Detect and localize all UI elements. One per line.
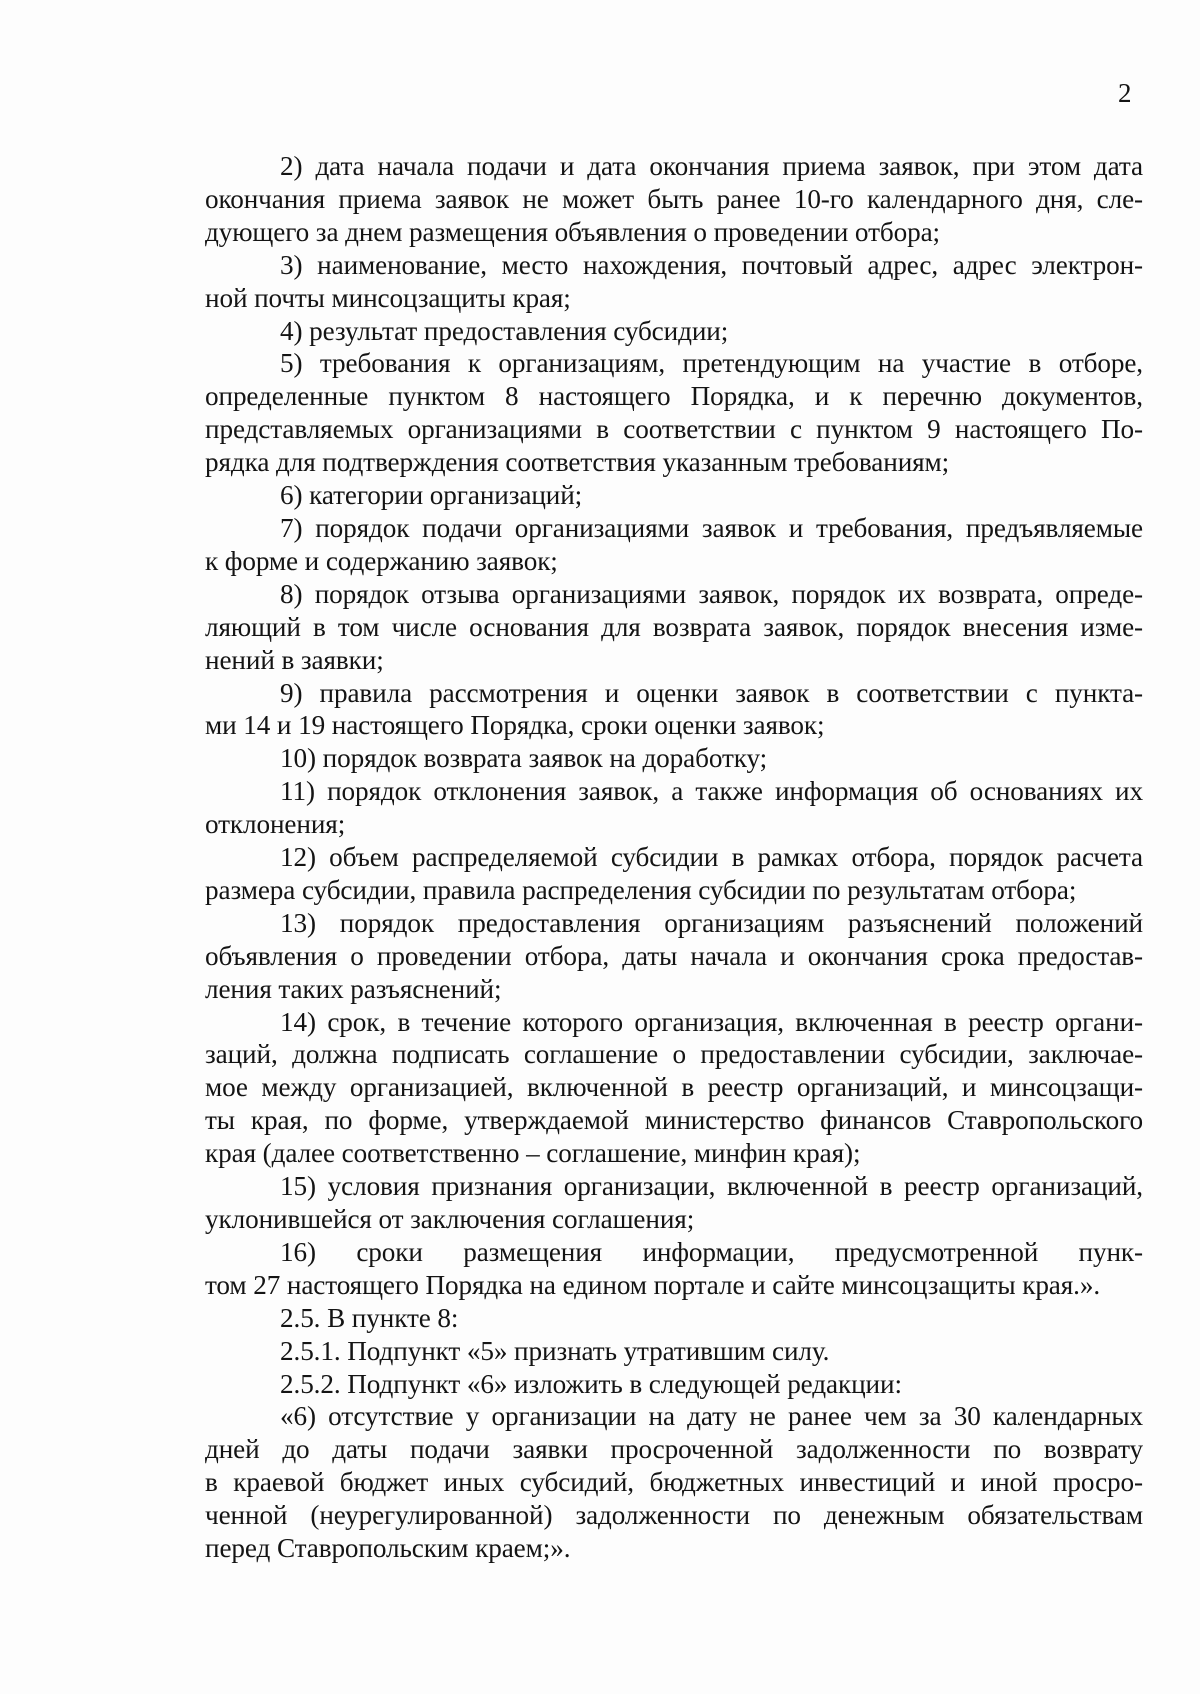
paragraph-p5 [205,347,1143,479]
text-line: «6) отсутствие у организации на дату не ранее чем за 30 календарных [280,1401,1143,1432]
text-line: 6) категории организаций; [280,480,583,511]
text-line: объявления о проведении отбора, даты начала и окончания срока предостав- [205,940,1143,971]
text-line: ты края, по форме, утверждаемой министерство финансов Ставропольского [205,1105,1143,1136]
text-line: 2) дата начала подачи и дата окончания приема заявок, при этом дата [280,151,1143,181]
paragraph-p9 [205,677,1143,743]
paragraph-p6-new [205,1400,1143,1565]
paragraph-p8 [205,578,1143,677]
text-line: уклонившейся от заключения соглашения; [205,1204,695,1234]
paragraph-p3 [205,249,1143,315]
text-line: 13) порядок предоставления организациям разъяснений положений [280,907,1143,938]
text-line: ления таких разъяснений; [205,973,502,1004]
text-line: 14) срок, в течение которого организация, включенная в реестр органи- [280,1006,1143,1037]
text-line: 10) порядок возврата заявок на доработку; [280,743,768,774]
text-line: дующего за днем размещения объявления о проведении отбора; [205,216,940,247]
text-line: ной почты минсоцзащиты края; [205,282,571,313]
text-line: 15) условия признания организации, включенной в реестр организаций, [280,1171,1143,1202]
paragraph-p13 [205,907,1143,1006]
text-line: 2.5.2. Подпункт «6» изложить в следующей редакции: [280,1368,902,1399]
paragraph-p15 [205,1170,1143,1236]
paragraph-p16 [205,1236,1143,1302]
text-line: 8) порядок отзыва организациями заявок, порядок их возврата, опреде- [280,578,1143,609]
text-line: в краевой бюджет иных субсидий, бюджетных инвестиций и иной просро- [205,1467,1143,1498]
text-line: 5) требования к организациям, претендующим на участие в отборе, [280,348,1143,379]
text-line: размера субсидии, правила распределения субсидии по результатам отбора; [205,874,1077,905]
text-line: отклонения; [205,809,346,840]
text-line: 4) результат предоставления субсидии; [280,315,729,346]
paragraph-p2 [205,150,1143,249]
text-line: рядка для подтверждения соответствия указанным требованиям; [205,447,950,478]
text-line: к форме и содержанию заявок; [205,545,558,576]
text-line: ченной (неурегулированной) задолженности по денежным обязательствам [205,1500,1143,1531]
paragraph-p10 [205,742,1143,775]
paragraph-p4 [205,315,1143,348]
document-body [205,150,1143,1565]
text-line: нений в заявки; [205,644,384,675]
paragraph-p11 [205,775,1143,841]
text-line: дней до даты подачи заявки просроченной задолженности по возврату [205,1434,1143,1465]
text-line: 3) наименование, место нахождения, почтовый адрес, адрес электрон- [280,249,1143,280]
paragraph-p6 [205,479,1143,512]
text-line: перед Ставропольским краем;». [205,1533,571,1564]
text-line: 11) порядок отклонения заявок, а также информация об основаниях их [280,776,1143,807]
text-line: ми 14 и 19 настоящего Порядка, сроки оценки заявок; [205,710,825,741]
text-line: 9) правила рассмотрения и оценки заявок в соответствии с пункта- [280,677,1143,708]
text-line: 2.5. В пункте 8: [280,1302,459,1333]
paragraph-p2-5 [205,1302,1143,1335]
text-line: мое между организацией, включенной в реестр организаций, и минсоцзащи- [205,1072,1143,1103]
text-line: 7) порядок подачи организациями заявок и требования, предъявляемые [280,512,1143,543]
page-number: 2 [1118,78,1132,108]
text-line: 12) объем распределяемой субсидии в рамках отбора, порядок расчета [280,842,1143,873]
text-line: 16) сроки размещения информации, предусмотренной пунк- [280,1236,1143,1267]
text-line: края (далее соответственно – соглашение, минфин края); [205,1138,861,1169]
text-line: представляемых организациями в соответствии с пунктом 9 настоящего По- [205,414,1143,445]
text-line: окончания приема заявок не может быть ранее 10-го календарного дня, сле- [205,183,1143,214]
paragraph-p2-5-2 [205,1368,1143,1401]
paragraph-p2-5-1 [205,1335,1143,1368]
text-line: 2.5.1. Подпункт «5» признать утратившим силу. [280,1335,830,1366]
paragraph-p7 [205,512,1143,578]
text-line: заций, должна подписать соглашение о предоставлении субсидии, заключае- [205,1039,1143,1070]
paragraph-p14 [205,1006,1143,1171]
text-line: том 27 настоящего Порядка на едином портале и сайте минсоцзащиты края.». [205,1269,1101,1300]
text-line: определенные пунктом 8 настоящего Порядка, и к перечню документов, [205,381,1143,412]
text-line: ляющий в том числе основания для возврата заявок, порядок внесения изме- [205,611,1143,642]
paragraph-p12 [205,841,1143,907]
